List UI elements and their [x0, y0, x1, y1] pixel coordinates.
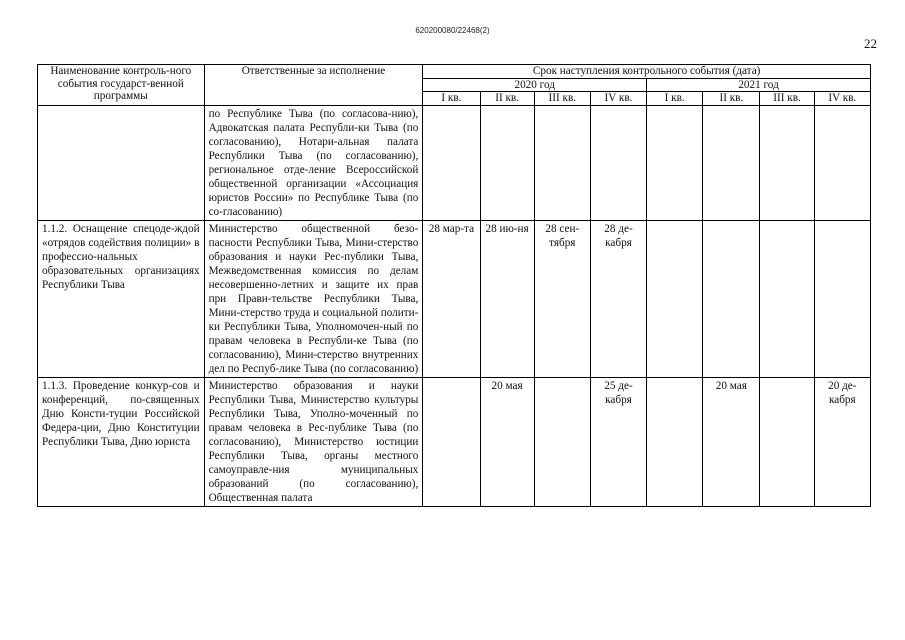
header-deadline: Срок наступления контрольного события (дата) — [423, 65, 871, 79]
page-number: 22 — [864, 36, 877, 51]
header-quarter: I кв. — [423, 92, 480, 106]
header-quarter: II кв. — [480, 92, 534, 106]
header-responsible-column: Ответственные за исполнение — [204, 65, 423, 106]
date-cell — [647, 378, 703, 507]
header-quarter: IV кв. — [590, 92, 646, 106]
date-cell — [423, 378, 480, 507]
responsible-cell: Министерство образования и науки Республики Тыва, Министерство культуры Республики Тыва, Уполно-моченный по правам человека в Рес-публике Тыва (по согласованию), Министерство юстиции Республики Тыва, органы местного самоуправле-ния муниципальных образований (по согласованию), Общественная палата — [204, 378, 423, 507]
date-cell — [480, 106, 534, 221]
document-code: 620200080/22468(2) — [415, 26, 490, 35]
header-year-2020: 2020 год — [423, 78, 647, 92]
date-cell — [647, 221, 703, 378]
date-cell — [534, 106, 590, 221]
date-cell: 28 сен-тября — [534, 221, 590, 378]
header-quarter: III кв. — [534, 92, 590, 106]
date-cell: 25 де-кабря — [590, 378, 646, 507]
date-cell — [814, 106, 870, 221]
event-name-cell: 1.1.3. Проведение конкур-сов и конференций, по-священных Дню Консти-туции Российской Федера-ции, Дню Конституции Республики Тыва, Дню юриста — [38, 378, 205, 507]
date-cell — [534, 378, 590, 507]
date-cell: 20 мая — [703, 378, 760, 507]
date-cell: 28 де-кабря — [590, 221, 646, 378]
responsible-cell: по Республике Тыва (по согласова-нию), Адвокатская палата Республи-ки Тыва (по согласованию), Нотари-альная палата Республики Тыва (по согласованию), региональное отде-ление Всероссийской общественной организации «Ассоциация юристов России» по Республике Тыва (по со-гласованию) — [204, 106, 423, 221]
date-cell: 20 мая — [480, 378, 534, 507]
date-cell — [814, 221, 870, 378]
header-quarter: IV кв. — [814, 92, 870, 106]
header-quarter: I кв. — [647, 92, 703, 106]
date-cell: 20 де-кабря — [814, 378, 870, 507]
date-cell — [760, 106, 814, 221]
control-events-table — [37, 64, 871, 507]
responsible-cell: Министерство общественной безо-пасности Республики Тыва, Мини-стерство образования и науки Рес-публики Тыва, Межведомственная комиссия по делам несовершенно-летних и защите их прав при Прави-тельстве Республики Тыва, Мини-стерство труда и социальной полити-ки Республики Тыва, Уполномочен-ный по правам человека в Республи-ке Тыва (по согласованию), Мини-стерство внутренних дел по Респуб-лике Тыва (по согласованию) — [204, 221, 423, 378]
header-quarter: III кв. — [760, 92, 814, 106]
date-cell: 28 ию-ня — [480, 221, 534, 378]
header-name-column: Наименование контроль-ного события государст-венной программы — [38, 65, 205, 106]
date-cell — [423, 106, 480, 221]
date-cell — [703, 221, 760, 378]
date-cell — [760, 221, 814, 378]
event-name-cell: 1.1.2. Оснащение спецоде-ждой «отрядов содействия полиции» в профессио-нальных образовательных организациях Республики Тыва — [38, 221, 205, 378]
header-quarter: II кв. — [703, 92, 760, 106]
event-name-cell — [38, 106, 205, 221]
date-cell — [647, 106, 703, 221]
date-cell — [703, 106, 760, 221]
table-row — [38, 221, 871, 378]
table-row — [38, 106, 871, 221]
date-cell: 28 мар-та — [423, 221, 480, 378]
date-cell — [760, 378, 814, 507]
header-year-2021: 2021 год — [647, 78, 871, 92]
date-cell — [590, 106, 646, 221]
table-row — [38, 378, 871, 507]
